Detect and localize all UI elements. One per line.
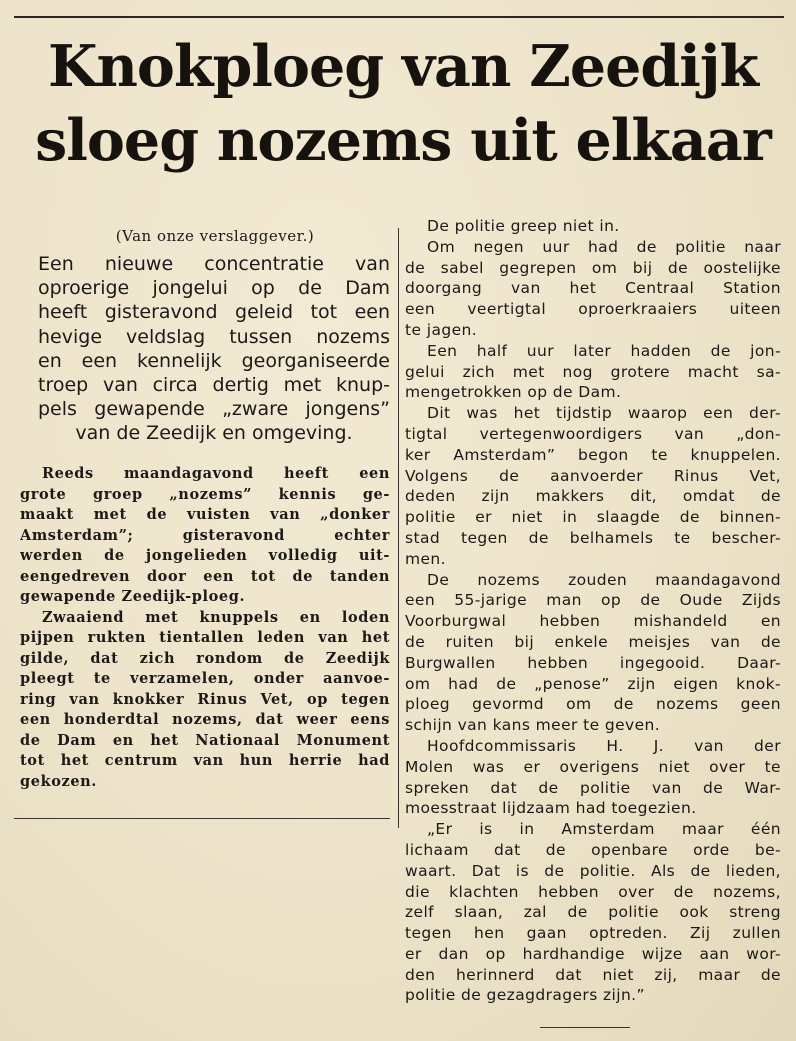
lead-line: troep van circa dertig met knup- — [38, 374, 390, 397]
right-line: politie er niet in slaagde de binnen- — [405, 508, 781, 527]
column-rule — [398, 228, 399, 828]
byline: (Van onze verslaggever.) — [115, 227, 315, 245]
lead-line: oproerige jongelui op de Dam — [38, 277, 390, 300]
right-line: Een half uur later hadden de jon- — [427, 341, 781, 360]
top-rule — [14, 16, 784, 18]
left-line: pijpen rukten tientallen leden van het — [20, 629, 390, 646]
right-line: mengetrokken op de Dam. — [405, 383, 622, 402]
left-line: de Dam en het Nationaal Monument — [20, 731, 390, 749]
left-line: gilde, dat zich rondom de Zeedijk — [20, 649, 390, 667]
left-line: maakt met de vuisten van „donker — [20, 506, 390, 523]
right-line: De nozems zouden maandagavond — [427, 570, 781, 589]
headline-line: Knokploeg van Zeedijk — [47, 33, 759, 100]
right-line: zelf slaan, zal de politie ook streng — [405, 903, 781, 922]
right-line: stad tegen de belhamels te bescher- — [405, 528, 781, 547]
right-line: spreken dat de politie van de War- — [405, 778, 781, 797]
right-line: den herinnerd dat niet zij, maar de — [405, 965, 781, 984]
lead-line: Een nieuwe concentratie van — [38, 253, 390, 275]
headline-line: sloeg nozems uit elkaar — [35, 107, 771, 174]
right-line: lichaam dat de openbare orde be- — [405, 840, 781, 859]
left-line: Zwaaiend met knuppels en loden — [42, 608, 390, 626]
right-line: Volgens de aanvoerder Rinus Vet, — [405, 466, 781, 485]
left-line: Reeds maandagavond heeft een — [42, 465, 390, 482]
left-line: gewapende Zeedijk-ploeg. — [20, 588, 246, 605]
headline — [18, 30, 788, 178]
right-line: tegen hen gaan optreden. Zij zullen — [405, 924, 781, 943]
left-line: werden de jongelieden volledig uit- — [20, 547, 390, 564]
right-line: gelui zich met nog grotere macht sa- — [405, 362, 781, 381]
right-line: Dit was het tijdstip waarop een der- — [427, 404, 781, 423]
article-end-rule — [540, 1027, 630, 1028]
right-line: moesstraat lijdzaam had toegezien. — [405, 799, 697, 818]
lead-paragraph — [38, 252, 390, 446]
left-column-body — [20, 464, 390, 792]
lead-line: van de Zeedijk en omgeving. — [75, 422, 353, 445]
right-line: „Er is in Amsterdam maar één — [427, 820, 781, 839]
right-line: de ruiten bij enkele meisjes van de — [405, 632, 781, 651]
left-line: ring van knokker Rinus Vet, op tegen — [20, 690, 390, 708]
column-end-rule — [14, 818, 390, 819]
left-line: een honderdtal nozems, dat weer eens — [20, 711, 390, 728]
lead-line: pels gewapende „zware jongens” — [38, 398, 390, 421]
right-line: politie de gezagdragers zijn.” — [405, 986, 645, 1005]
left-line: Amsterdam”; gisteravond echter — [20, 526, 390, 544]
right-line: men. — [405, 549, 446, 568]
right-line: Molen was er overigens niet over te — [405, 757, 781, 776]
right-line: de sabel gegrepen om bij de oostelijke — [405, 258, 781, 277]
right-line: Burgwallen hebben ingegooid. Daar- — [405, 653, 781, 672]
right-line: een 55-jarige man op de Oude Zijds — [405, 591, 781, 610]
right-column-body — [405, 216, 781, 1006]
right-line: Om negen uur had de politie naar — [427, 237, 781, 256]
lead-line: en een kennelijk georganiseerde — [38, 349, 390, 372]
right-line: De politie greep niet in. — [427, 217, 620, 235]
right-line: schijn van kans meer te geven. — [405, 716, 661, 735]
left-line: gekozen. — [20, 772, 97, 790]
left-line: eengedreven door een tot de tanden — [20, 567, 390, 585]
right-line: tigtal vertegenwoordigers van „don- — [405, 424, 781, 443]
left-line: pleegt te verzamelen, onder aanvoe- — [20, 670, 390, 687]
lead-line: heeft gisteravond geleid tot een — [38, 301, 390, 324]
lead-line: hevige veldslag tussen nozems — [38, 325, 390, 348]
left-line: tot het centrum van hun herrie had — [20, 752, 390, 769]
right-line: Voorburgwal hebben mishandeld en — [405, 612, 781, 631]
right-line: doorgang van het Centraal Station — [405, 279, 781, 298]
right-line: te jagen. — [405, 320, 478, 339]
left-line: grote groep „nozems” kennis ge- — [20, 485, 390, 503]
right-line: deden zijn makkers dit, omdat de — [405, 487, 781, 506]
right-line: om had de „penose” zijn eigen knok- — [405, 674, 781, 693]
right-line: Hoofdcommissaris H. J. van der — [427, 736, 781, 755]
right-line: er dan op hardhandige wijze aan wor- — [405, 944, 781, 963]
right-line: die klachten hebben over de nozems, — [405, 882, 781, 901]
right-line: waart. Dat is de politie. Als de lieden, — [405, 861, 781, 880]
right-line: een veertigtal oproerkraaiers uiteen — [405, 300, 781, 319]
right-line: ploeg gevormd om de nozems geen — [405, 695, 781, 714]
right-line: ker Amsterdam” begon te knuppelen. — [405, 445, 781, 464]
